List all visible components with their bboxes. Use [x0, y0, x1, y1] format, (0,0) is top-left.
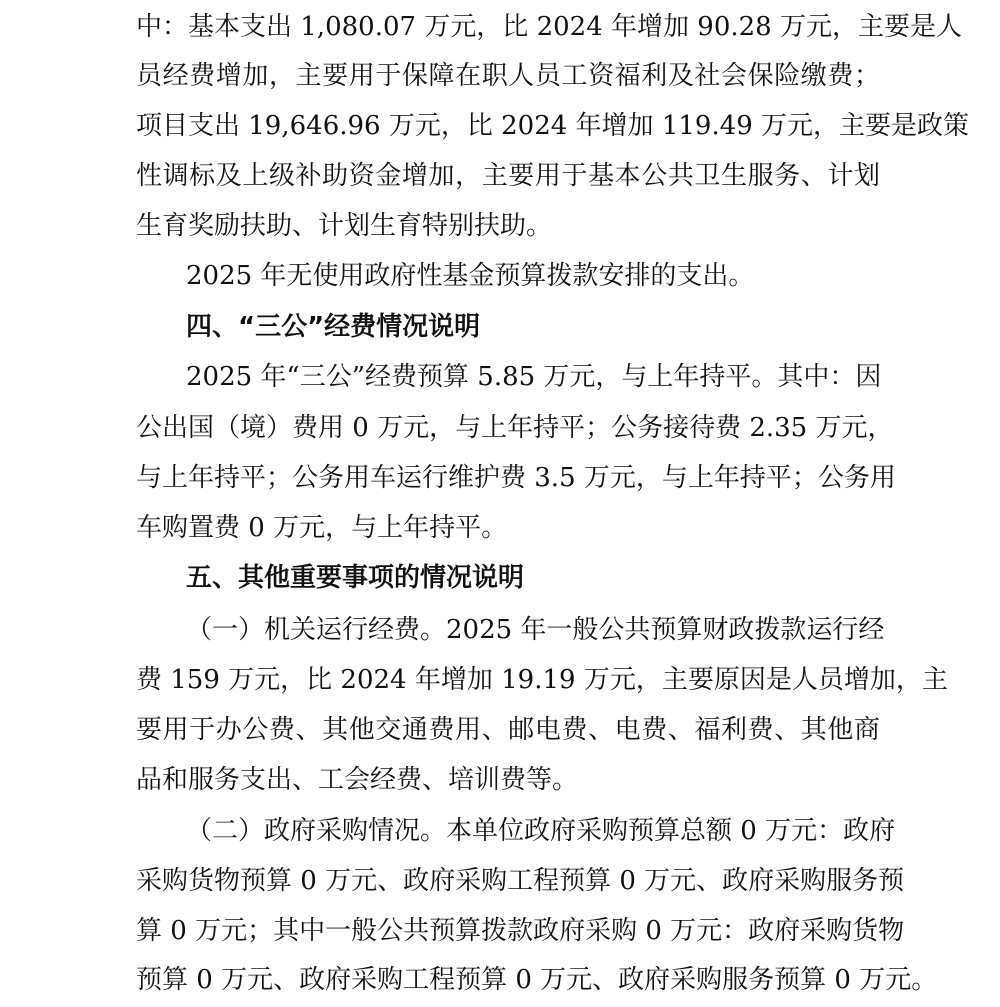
- paragraph-line: 2025 年无使用政府性基金预算拨款安排的支出。: [186, 261, 755, 291]
- paragraph-line: 费 159 万元，比 2024 年增加 19.19 万元，主要原因是人员增加，主: [136, 665, 948, 695]
- paragraph-line: （二）政府采购情况。本单位政府采购预算总额 0 万元：政府: [186, 816, 896, 846]
- paragraph-line: 项目支出 19,646.96 万元，比 2024 年增加 119.49 万元，主要是政策: [136, 111, 970, 141]
- paragraph-line: 品和服务支出、工会经费、培训费等。: [136, 765, 579, 795]
- section-heading: 四、“三公”经费情况说明: [186, 312, 481, 342]
- paragraph-line: 2025 年“三公”经费预算 5.85 万元，与上年持平。其中：因: [186, 362, 882, 392]
- paragraph-line: 性调标及上级补助资金增加，主要用于基本公共卫生服务、计划: [136, 161, 880, 191]
- paragraph-line: 员经费增加，主要用于保障在职人员工资福利及社会保险缴费；: [136, 61, 880, 91]
- paragraph-line: 车购置费 0 万元，与上年持平。: [136, 513, 508, 543]
- paragraph-line: 算 0 万元；其中一般公共预算拨款政府采购 0 万元：政府采购货物: [136, 916, 905, 946]
- section-heading: 五、其他重要事项的情况说明: [186, 563, 525, 593]
- paragraph-line: （一）机关运行经费。2025 年一般公共预算财政拨款运行经: [186, 615, 885, 645]
- paragraph-line: 中：基本支出 1,080.07 万元，比 2024 年增加 90.28 万元，主要是人: [136, 12, 962, 42]
- paragraph-line: 采购货物预算 0 万元、政府采购工程预算 0 万元、政府采购服务预: [136, 866, 905, 896]
- paragraph-line: 生育奖励扶助、计划生育特别扶助。: [136, 211, 553, 241]
- paragraph-line: 预算 0 万元、政府采购工程预算 0 万元、政府采购服务预算 0 万元。: [136, 965, 938, 995]
- paragraph-line: 与上年持平；公务用车运行维护费 3.5 万元，与上年持平；公务用: [136, 463, 896, 493]
- paragraph-line: 公出国（境）费用 0 万元，与上年持平；公务接待费 2.35 万元，: [136, 413, 894, 443]
- paragraph-line: 要用于办公费、其他交通费用、邮电费、电费、福利费、其他商: [136, 715, 880, 745]
